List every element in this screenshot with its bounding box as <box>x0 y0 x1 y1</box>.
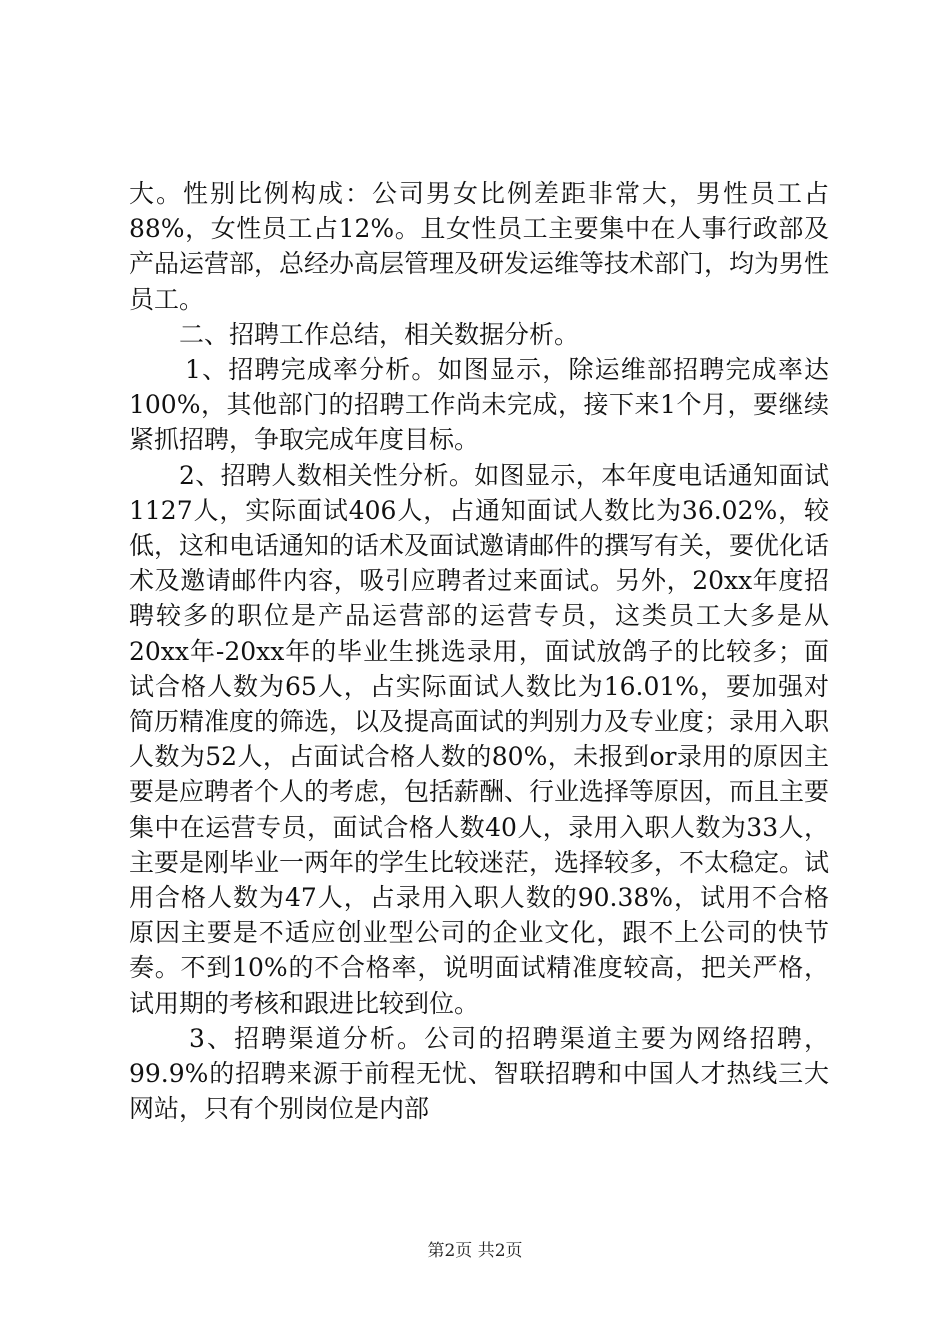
paragraph-gender-ratio: 大。性别比例构成：公司男女比例差距非常大，男性员工占88%，女性员工占12%。且女性员工主要集中在人事行政部及产品运营部，总经办高层管理及研发运维等技术部门，均为男性员工。 <box>129 179 830 314</box>
section-heading-recruitment-summary: 二、招聘工作总结，相关数据分析。 <box>179 319 580 349</box>
page-number-footer: 第2页 共2页 <box>427 1241 523 1261</box>
document-body <box>129 176 829 1126</box>
paragraph-completion-rate: 1、招聘完成率分析。如图显示，除运维部招聘完成率达100%，其他部门的招聘工作尚未完成，接下来1个月，要继续紧抓招聘，争取完成年度目标。 <box>129 355 829 455</box>
paragraph-recruitment-channels: 3、招聘渠道分析。公司的招聘渠道主要为网络招聘，99.9%的招聘来源于前程无忧、智联招聘和中国人才热线三大网站，只有个别岗位是内部 <box>129 1023 829 1124</box>
paragraph-headcount-correlation: 2、招聘人数相关性分析。如图显示，本年度电话通知面试1127人，实际面试406人，占通知面试人数比为36.02%，较低，这和电话通知的话术及面试邀请邮件的撰写有关，要优化话术及邀请邮件内容，吸引应聘者过来面试。另外，20xx年度招聘较多的职位是产品运营部的运营专员，这类员工大多是从20xx年-20xx年的毕业生挑选录用，面试放鸽子的比较多；面试合格人数为65人，占实际面试人数比为16.01%，要加强对简历精准度的筛选，以及提高面试的判别力及专业度；录用入职人数为52人，占面试合格人数的80%，未报到or录用的原因主要是应聘者个人的考虑，包括薪酬、行业选择等原因，而且主要集中在运营专员，面试合格人数40人，录用入职人数为33人，主要是刚毕业一两年的学生比较迷茫，选择较多，不太稳定。试用合格人数为47人，占录用入职人数的90.38%，试用不合格原因主要是不适应创业型公司的企业文化，跟不上公司的快节奏。不到10%的不合格率，说明面试精准度较高，把关严格，试用期的考核和跟进比较到位。 <box>129 460 830 1018</box>
